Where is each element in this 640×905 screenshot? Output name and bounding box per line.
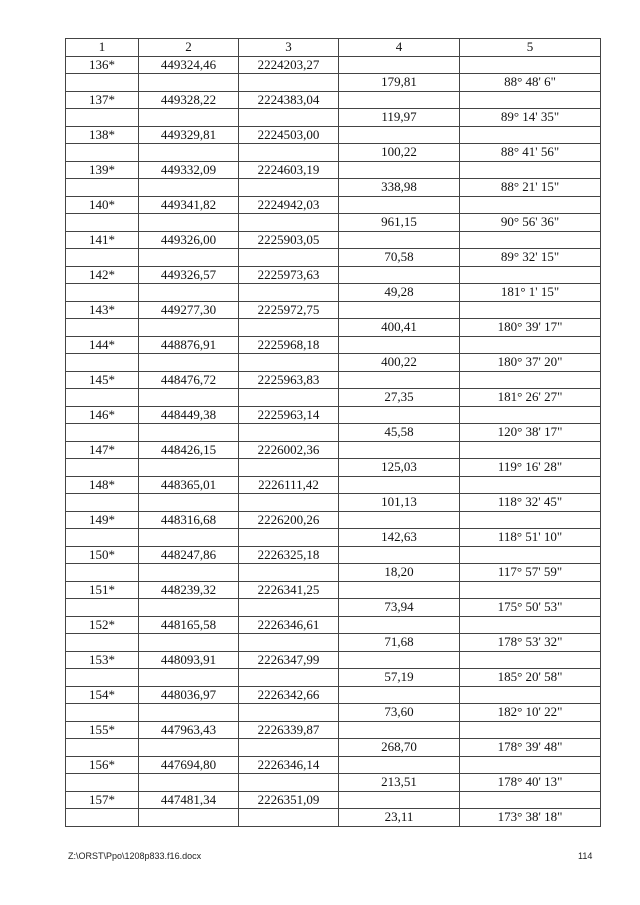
x-cell-empty (139, 214, 239, 232)
table-row-point (66, 91, 601, 109)
segment-length-cell: 100,22 (339, 144, 460, 162)
x-cell-empty (139, 144, 239, 162)
direction-angle-cell: 118° 51' 10" (460, 529, 601, 547)
point-number-cell: 144* (66, 336, 139, 354)
segment-length-cell: 961,15 (339, 214, 460, 232)
x-coordinate-cell: 448036,97 (139, 686, 239, 704)
y-cell-empty (239, 214, 339, 232)
table-row-point (66, 721, 601, 739)
y-coordinate-cell: 2226347,99 (239, 651, 339, 669)
length-cell-empty (339, 91, 460, 109)
length-cell-empty (339, 791, 460, 809)
table-row-segment (66, 284, 601, 302)
y-cell-empty (239, 144, 339, 162)
length-cell-empty (339, 721, 460, 739)
table-row-point (66, 336, 601, 354)
segment-length-cell: 27,35 (339, 389, 460, 407)
angle-cell-empty (460, 511, 601, 529)
length-cell-empty (339, 476, 460, 494)
y-cell-empty (239, 774, 339, 792)
segment-length-cell: 101,13 (339, 494, 460, 512)
length-cell-empty (339, 616, 460, 634)
direction-angle-cell: 182° 10' 22" (460, 704, 601, 722)
y-coordinate-cell: 2226339,87 (239, 721, 339, 739)
point-cell-empty (66, 459, 139, 477)
point-number-cell: 146* (66, 406, 139, 424)
segment-length-cell: 125,03 (339, 459, 460, 477)
x-coordinate-cell: 447481,34 (139, 791, 239, 809)
column-header-3: 3 (239, 39, 339, 57)
y-cell-empty (239, 179, 339, 197)
direction-angle-cell: 178° 40' 13" (460, 774, 601, 792)
angle-cell-empty (460, 91, 601, 109)
x-coordinate-cell: 449277,30 (139, 301, 239, 319)
angle-cell-empty (460, 161, 601, 179)
x-coordinate-cell: 448449,38 (139, 406, 239, 424)
point-number-cell: 148* (66, 476, 139, 494)
table-row-segment (66, 109, 601, 127)
segment-length-cell: 49,28 (339, 284, 460, 302)
column-header-5: 5 (460, 39, 601, 57)
x-cell-empty (139, 424, 239, 442)
x-coordinate-cell: 448476,72 (139, 371, 239, 389)
table-header-row (66, 39, 601, 57)
point-number-cell: 147* (66, 441, 139, 459)
angle-cell-empty (460, 231, 601, 249)
direction-angle-cell: 173° 38' 18" (460, 809, 601, 827)
footer-page-number: 114 (578, 851, 593, 861)
x-coordinate-cell: 449326,57 (139, 266, 239, 284)
y-cell-empty (239, 459, 339, 477)
point-number-cell: 145* (66, 371, 139, 389)
x-cell-empty (139, 284, 239, 302)
point-cell-empty (66, 74, 139, 92)
table-row-point (66, 511, 601, 529)
table-row-point (66, 56, 601, 74)
length-cell-empty (339, 56, 460, 74)
table-row-segment (66, 249, 601, 267)
x-cell-empty (139, 634, 239, 652)
point-cell-empty (66, 424, 139, 442)
angle-cell-empty (460, 546, 601, 564)
y-cell-empty (239, 249, 339, 267)
column-header-4: 4 (339, 39, 460, 57)
direction-angle-cell: 120° 38' 17" (460, 424, 601, 442)
length-cell-empty (339, 371, 460, 389)
footer-file-path: Z:\ORST\Ppo\1208p833.f16.docx (68, 851, 202, 861)
segment-length-cell: 73,60 (339, 704, 460, 722)
table-row-segment (66, 144, 601, 162)
table-row-segment (66, 214, 601, 232)
direction-angle-cell: 119° 16' 28" (460, 459, 601, 477)
y-coordinate-cell: 2225968,18 (239, 336, 339, 354)
x-coordinate-cell: 449332,09 (139, 161, 239, 179)
length-cell-empty (339, 196, 460, 214)
column-header-1: 1 (66, 39, 139, 57)
x-cell-empty (139, 109, 239, 127)
x-cell-empty (139, 354, 239, 372)
y-cell-empty (239, 704, 339, 722)
segment-length-cell: 23,11 (339, 809, 460, 827)
table-row-point (66, 546, 601, 564)
x-coordinate-cell: 448316,68 (139, 511, 239, 529)
point-cell-empty (66, 564, 139, 582)
point-cell-empty (66, 669, 139, 687)
y-coordinate-cell: 2225963,83 (239, 371, 339, 389)
length-cell-empty (339, 126, 460, 144)
table-row-segment (66, 354, 601, 372)
segment-length-cell: 73,94 (339, 599, 460, 617)
x-coordinate-cell: 449329,81 (139, 126, 239, 144)
angle-cell-empty (460, 476, 601, 494)
direction-angle-cell: 88° 21' 15" (460, 179, 601, 197)
table-row-segment (66, 179, 601, 197)
y-coordinate-cell: 2224203,27 (239, 56, 339, 74)
segment-length-cell: 179,81 (339, 74, 460, 92)
point-number-cell: 141* (66, 231, 139, 249)
y-cell-empty (239, 564, 339, 582)
table-row-segment (66, 319, 601, 337)
point-cell-empty (66, 319, 139, 337)
y-cell-empty (239, 319, 339, 337)
direction-angle-cell: 180° 39' 17" (460, 319, 601, 337)
table-row-segment (66, 74, 601, 92)
point-cell-empty (66, 599, 139, 617)
point-number-cell: 149* (66, 511, 139, 529)
point-number-cell: 142* (66, 266, 139, 284)
segment-length-cell: 18,20 (339, 564, 460, 582)
x-coordinate-cell: 449341,82 (139, 196, 239, 214)
point-number-cell: 151* (66, 581, 139, 599)
point-cell-empty (66, 529, 139, 547)
direction-angle-cell: 185° 20' 58" (460, 669, 601, 687)
table-row-point (66, 196, 601, 214)
x-cell-empty (139, 529, 239, 547)
length-cell-empty (339, 406, 460, 424)
point-number-cell: 152* (66, 616, 139, 634)
segment-length-cell: 71,68 (339, 634, 460, 652)
point-cell-empty (66, 809, 139, 827)
table-row-point (66, 161, 601, 179)
angle-cell-empty (460, 756, 601, 774)
segment-length-cell: 57,19 (339, 669, 460, 687)
length-cell-empty (339, 651, 460, 669)
table-row-segment (66, 529, 601, 547)
y-coordinate-cell: 2225973,63 (239, 266, 339, 284)
segment-length-cell: 338,98 (339, 179, 460, 197)
table-body (66, 56, 601, 826)
table-row-segment (66, 459, 601, 477)
direction-angle-cell: 90° 56' 36" (460, 214, 601, 232)
table-row-point (66, 651, 601, 669)
angle-cell-empty (460, 196, 601, 214)
point-cell-empty (66, 774, 139, 792)
table-row-point (66, 231, 601, 249)
angle-cell-empty (460, 336, 601, 354)
point-cell-empty (66, 634, 139, 652)
x-cell-empty (139, 389, 239, 407)
x-coordinate-cell: 447694,80 (139, 756, 239, 774)
x-coordinate-cell: 449328,22 (139, 91, 239, 109)
segment-length-cell: 268,70 (339, 739, 460, 757)
point-number-cell: 137* (66, 91, 139, 109)
point-cell-empty (66, 354, 139, 372)
point-cell-empty (66, 704, 139, 722)
coordinates-table (65, 38, 601, 827)
y-cell-empty (239, 739, 339, 757)
y-cell-empty (239, 669, 339, 687)
table-row-segment (66, 494, 601, 512)
y-cell-empty (239, 354, 339, 372)
segment-length-cell: 119,97 (339, 109, 460, 127)
y-coordinate-cell: 2226351,09 (239, 791, 339, 809)
x-coordinate-cell: 448365,01 (139, 476, 239, 494)
table-row-segment (66, 774, 601, 792)
direction-angle-cell: 89° 14' 35" (460, 109, 601, 127)
direction-angle-cell: 175° 50' 53" (460, 599, 601, 617)
y-coordinate-cell: 2225903,05 (239, 231, 339, 249)
angle-cell-empty (460, 371, 601, 389)
y-cell-empty (239, 424, 339, 442)
angle-cell-empty (460, 686, 601, 704)
point-cell-empty (66, 389, 139, 407)
point-number-cell: 150* (66, 546, 139, 564)
y-coordinate-cell: 2224383,04 (239, 91, 339, 109)
length-cell-empty (339, 756, 460, 774)
direction-angle-cell: 178° 39' 48" (460, 739, 601, 757)
segment-length-cell: 400,22 (339, 354, 460, 372)
table-row-point (66, 791, 601, 809)
length-cell-empty (339, 161, 460, 179)
point-number-cell: 136* (66, 56, 139, 74)
length-cell-empty (339, 301, 460, 319)
y-coordinate-cell: 2226346,14 (239, 756, 339, 774)
table-row-point (66, 686, 601, 704)
y-coordinate-cell: 2226341,25 (239, 581, 339, 599)
y-cell-empty (239, 634, 339, 652)
segment-length-cell: 213,51 (339, 774, 460, 792)
angle-cell-empty (460, 616, 601, 634)
x-coordinate-cell: 448165,58 (139, 616, 239, 634)
y-coordinate-cell: 2226200,26 (239, 511, 339, 529)
table-row-point (66, 266, 601, 284)
x-cell-empty (139, 774, 239, 792)
point-number-cell: 157* (66, 791, 139, 809)
x-coordinate-cell: 448093,91 (139, 651, 239, 669)
angle-cell-empty (460, 721, 601, 739)
x-cell-empty (139, 319, 239, 337)
direction-angle-cell: 180° 37' 20" (460, 354, 601, 372)
y-cell-empty (239, 599, 339, 617)
point-number-cell: 156* (66, 756, 139, 774)
angle-cell-empty (460, 56, 601, 74)
angle-cell-empty (460, 441, 601, 459)
table-row-point (66, 126, 601, 144)
direction-angle-cell: 181° 1' 15" (460, 284, 601, 302)
point-number-cell: 138* (66, 126, 139, 144)
x-cell-empty (139, 74, 239, 92)
angle-cell-empty (460, 651, 601, 669)
length-cell-empty (339, 546, 460, 564)
direction-angle-cell: 118° 32' 45" (460, 494, 601, 512)
x-cell-empty (139, 494, 239, 512)
x-cell-empty (139, 704, 239, 722)
y-coordinate-cell: 2224503,00 (239, 126, 339, 144)
table-row-point (66, 756, 601, 774)
x-cell-empty (139, 809, 239, 827)
point-cell-empty (66, 144, 139, 162)
x-cell-empty (139, 249, 239, 267)
y-cell-empty (239, 529, 339, 547)
x-cell-empty (139, 459, 239, 477)
table-row-segment (66, 424, 601, 442)
x-coordinate-cell: 447963,43 (139, 721, 239, 739)
point-cell-empty (66, 109, 139, 127)
length-cell-empty (339, 511, 460, 529)
table-row-point (66, 581, 601, 599)
x-cell-empty (139, 179, 239, 197)
segment-length-cell: 70,58 (339, 249, 460, 267)
x-cell-empty (139, 564, 239, 582)
table-row-point (66, 616, 601, 634)
segment-length-cell: 142,63 (339, 529, 460, 547)
x-coordinate-cell: 448247,86 (139, 546, 239, 564)
point-cell-empty (66, 179, 139, 197)
y-cell-empty (239, 284, 339, 302)
angle-cell-empty (460, 791, 601, 809)
length-cell-empty (339, 336, 460, 354)
point-number-cell: 155* (66, 721, 139, 739)
table-row-segment (66, 564, 601, 582)
point-cell-empty (66, 284, 139, 302)
angle-cell-empty (460, 266, 601, 284)
point-cell-empty (66, 249, 139, 267)
x-cell-empty (139, 599, 239, 617)
point-number-cell: 139* (66, 161, 139, 179)
direction-angle-cell: 117° 57' 59" (460, 564, 601, 582)
table-row-segment (66, 669, 601, 687)
point-cell-empty (66, 494, 139, 512)
table-row-point (66, 371, 601, 389)
table-row-point (66, 301, 601, 319)
y-coordinate-cell: 2226346,61 (239, 616, 339, 634)
x-coordinate-cell: 448876,91 (139, 336, 239, 354)
direction-angle-cell: 181° 26' 27" (460, 389, 601, 407)
y-coordinate-cell: 2225963,14 (239, 406, 339, 424)
direction-angle-cell: 88° 41' 56" (460, 144, 601, 162)
direction-angle-cell: 89° 32' 15" (460, 249, 601, 267)
table-row-segment (66, 599, 601, 617)
point-number-cell: 140* (66, 196, 139, 214)
y-coordinate-cell: 2226111,42 (239, 476, 339, 494)
segment-length-cell: 45,58 (339, 424, 460, 442)
y-cell-empty (239, 109, 339, 127)
angle-cell-empty (460, 581, 601, 599)
point-number-cell: 153* (66, 651, 139, 669)
table-row-segment (66, 704, 601, 722)
direction-angle-cell: 178° 53' 32" (460, 634, 601, 652)
y-cell-empty (239, 494, 339, 512)
x-coordinate-cell: 449324,46 (139, 56, 239, 74)
angle-cell-empty (460, 406, 601, 424)
length-cell-empty (339, 441, 460, 459)
y-coordinate-cell: 2225972,75 (239, 301, 339, 319)
point-number-cell: 154* (66, 686, 139, 704)
length-cell-empty (339, 581, 460, 599)
x-cell-empty (139, 669, 239, 687)
y-cell-empty (239, 389, 339, 407)
length-cell-empty (339, 231, 460, 249)
x-coordinate-cell: 448426,15 (139, 441, 239, 459)
length-cell-empty (339, 266, 460, 284)
table-row-segment (66, 739, 601, 757)
table-row-point (66, 441, 601, 459)
y-coordinate-cell: 2226002,36 (239, 441, 339, 459)
direction-angle-cell: 88° 48' 6" (460, 74, 601, 92)
table-row-point (66, 406, 601, 424)
y-coordinate-cell: 2226342,66 (239, 686, 339, 704)
x-coordinate-cell: 448239,32 (139, 581, 239, 599)
point-cell-empty (66, 739, 139, 757)
table-row-point (66, 476, 601, 494)
x-cell-empty (139, 739, 239, 757)
length-cell-empty (339, 686, 460, 704)
table-row-segment (66, 634, 601, 652)
y-coordinate-cell: 2224942,03 (239, 196, 339, 214)
angle-cell-empty (460, 301, 601, 319)
point-cell-empty (66, 214, 139, 232)
angle-cell-empty (460, 126, 601, 144)
segment-length-cell: 400,41 (339, 319, 460, 337)
y-coordinate-cell: 2226325,18 (239, 546, 339, 564)
y-cell-empty (239, 74, 339, 92)
column-header-2: 2 (139, 39, 239, 57)
table-row-segment (66, 809, 601, 827)
table-row-segment (66, 389, 601, 407)
x-coordinate-cell: 449326,00 (139, 231, 239, 249)
y-cell-empty (239, 809, 339, 827)
point-number-cell: 143* (66, 301, 139, 319)
y-coordinate-cell: 2224603,19 (239, 161, 339, 179)
